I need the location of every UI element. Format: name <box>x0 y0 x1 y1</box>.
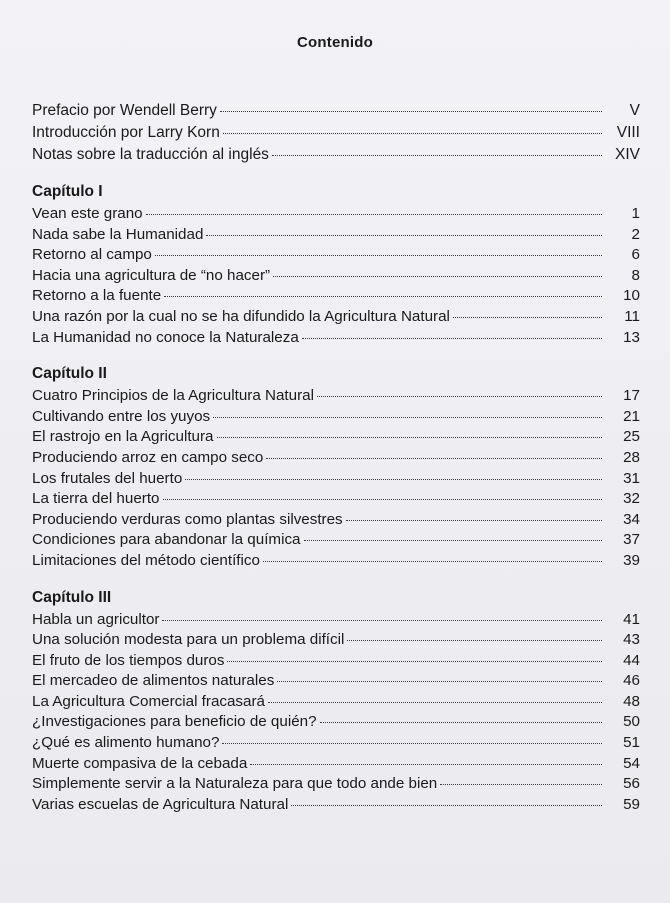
toc-entry-label: Muerte compasiva de la cebada <box>32 754 248 772</box>
chapter-section <box>32 364 640 571</box>
dot-leader <box>263 561 602 562</box>
toc-entry-label: La Agricultura Comercial fracasará <box>32 692 265 710</box>
toc-entry-page: 8 <box>631 266 640 284</box>
toc-entry <box>32 489 640 510</box>
toc-entry-label: Una razón por la cual no se ha difundido la Agricultura Natural <box>32 307 450 325</box>
toc-entry-page: 59 <box>623 795 640 813</box>
toc-entry-label: ¿Investigaciones para beneficio de quién? <box>32 713 317 731</box>
toc-entry-page: VIII <box>616 124 640 141</box>
toc-entry-page: 2 <box>631 225 640 243</box>
toc-entry-page: 41 <box>623 610 640 628</box>
toc-entry-page: 21 <box>623 407 640 425</box>
dot-leader <box>453 317 602 318</box>
toc-entry <box>32 122 640 144</box>
dot-leader <box>222 743 602 744</box>
dot-leader <box>217 437 603 438</box>
page-title: Contenido <box>297 34 373 51</box>
toc-entry <box>32 448 640 469</box>
dot-leader <box>272 155 602 156</box>
dot-leader <box>266 458 602 459</box>
dot-leader <box>250 764 602 765</box>
dot-leader <box>347 640 602 641</box>
chapter-heading: Capítulo I <box>32 183 103 200</box>
toc-entry <box>32 328 640 349</box>
dot-leader <box>185 479 602 480</box>
dot-leader <box>164 296 602 297</box>
dot-leader <box>304 540 603 541</box>
toc-entry-page: 39 <box>623 551 640 569</box>
toc-entry-label: Vean este grano <box>32 205 143 222</box>
toc-entry <box>32 204 640 225</box>
toc-entry-page: 25 <box>623 428 640 446</box>
toc-entry <box>32 307 640 328</box>
toc-entry-label: Retorno al campo <box>32 246 152 264</box>
toc-entry <box>32 266 640 287</box>
toc-entry <box>32 245 640 266</box>
dot-leader <box>163 499 603 500</box>
toc-entry-label: Limitaciones del método científico <box>32 551 260 569</box>
chapter-heading: Capítulo II <box>32 365 107 383</box>
toc-entry-page: 10 <box>623 287 640 305</box>
toc-entry <box>32 225 640 246</box>
toc-entry-page: V <box>629 102 640 119</box>
toc-entry-page: 31 <box>623 469 640 487</box>
toc-entry-label: Habla un agricultor <box>32 610 160 628</box>
toc-entry-label: Produciendo verduras como plantas silvestres <box>32 510 343 528</box>
toc-entry-page: 6 <box>631 246 640 264</box>
toc-entry-label: La tierra del huerto <box>32 490 160 508</box>
toc-entry <box>32 712 640 733</box>
dot-leader <box>146 214 602 215</box>
chapter-section <box>32 588 640 816</box>
toc-entry <box>32 671 640 692</box>
toc-entry <box>32 144 640 166</box>
toc-entry-page: 50 <box>623 713 640 731</box>
toc-entry-label: Introducción por Larry Korn <box>32 124 220 141</box>
toc-entry-label: Varias escuelas de Agricultura Natural <box>32 795 289 813</box>
toc-entry-label: La Humanidad no conoce la Naturaleza <box>32 328 299 346</box>
chapter-heading: Capítulo III <box>32 588 112 606</box>
toc-entry-page: 48 <box>623 692 640 710</box>
toc-entry-label: Prefacio por Wendell Berry <box>32 102 217 119</box>
toc-entry <box>32 469 640 490</box>
toc-entry-label: Los frutales del huerto <box>32 469 183 487</box>
dot-leader <box>162 620 602 621</box>
toc-entry-page: 32 <box>623 490 640 508</box>
toc-entry-label: Retorno a la fuente <box>32 287 162 305</box>
toc-entry-label: Condiciones para abandonar la química <box>32 531 301 549</box>
toc-entry-label: Hacia una agricultura de “no hacer” <box>32 266 271 284</box>
toc-entry <box>32 610 640 631</box>
toc-entry <box>32 510 640 531</box>
toc-entry <box>32 427 640 448</box>
toc-entry-page: 54 <box>623 754 640 772</box>
toc-entry-label: Cuatro Principios de la Agricultura Natural <box>32 387 314 405</box>
toc-entry-page: 13 <box>623 328 640 346</box>
toc-entry <box>32 795 640 816</box>
dot-leader <box>155 255 602 256</box>
toc-entry-label: Cultivando entre los yuyos <box>32 407 211 425</box>
toc-entry-page: XIV <box>615 146 640 163</box>
chapter-section <box>32 182 640 348</box>
dot-leader <box>346 520 602 521</box>
toc-entry <box>32 386 640 407</box>
table-of-contents <box>32 100 640 815</box>
dot-leader <box>223 133 602 134</box>
toc-entry-label: El fruto de los tiempos duros <box>32 651 225 669</box>
front-matter <box>32 100 640 166</box>
toc-entry-label: Nada sabe la Humanidad <box>32 225 204 243</box>
toc-entry-page: 44 <box>623 651 640 669</box>
toc-entry <box>32 530 640 551</box>
dot-leader <box>213 417 602 418</box>
toc-entry <box>32 286 640 307</box>
toc-entry-label: Notas sobre la traducción al inglés <box>32 146 269 163</box>
dot-leader <box>440 784 602 785</box>
toc-entry <box>32 651 640 672</box>
dot-leader <box>206 235 602 236</box>
toc-entry-label: ¿Qué es alimento humano? <box>32 734 220 752</box>
toc-entry <box>32 733 640 754</box>
toc-entry-page: 11 <box>624 307 640 325</box>
toc-entry <box>32 407 640 428</box>
dot-leader <box>320 722 602 723</box>
toc-entry <box>32 754 640 775</box>
toc-entry-label: Simplemente servir a la Naturaleza para que todo ande bien <box>32 775 438 793</box>
toc-entry <box>32 774 640 795</box>
toc-entry-label: Una solución modesta para un problema difícil <box>32 631 345 649</box>
toc-entry-page: 1 <box>631 205 640 222</box>
toc-entry-page: 51 <box>623 734 640 752</box>
toc-entry <box>32 551 640 572</box>
dot-leader <box>268 702 602 703</box>
dot-leader <box>273 276 602 277</box>
toc-entry-label: El rastrojo en la Agricultura <box>32 428 214 446</box>
toc-entry-page: 28 <box>623 448 640 466</box>
dot-leader <box>277 681 602 682</box>
toc-entry-page: 37 <box>623 531 640 549</box>
dot-leader <box>220 111 602 112</box>
dot-leader <box>291 805 602 806</box>
toc-entry <box>32 100 640 122</box>
toc-entry-label: El mercadeo de alimentos naturales <box>32 672 275 690</box>
dot-leader <box>317 396 602 397</box>
toc-entry-label: Produciendo arroz en campo seco <box>32 448 264 466</box>
toc-entry-page: 56 <box>623 775 640 793</box>
dot-leader <box>302 338 602 339</box>
toc-entry <box>32 630 640 651</box>
toc-entry-page: 43 <box>623 631 640 649</box>
toc-entry-page: 34 <box>623 510 640 528</box>
dot-leader <box>227 661 602 662</box>
toc-entry-page: 46 <box>623 672 640 690</box>
toc-entry-page: 17 <box>623 387 640 405</box>
toc-entry <box>32 692 640 713</box>
